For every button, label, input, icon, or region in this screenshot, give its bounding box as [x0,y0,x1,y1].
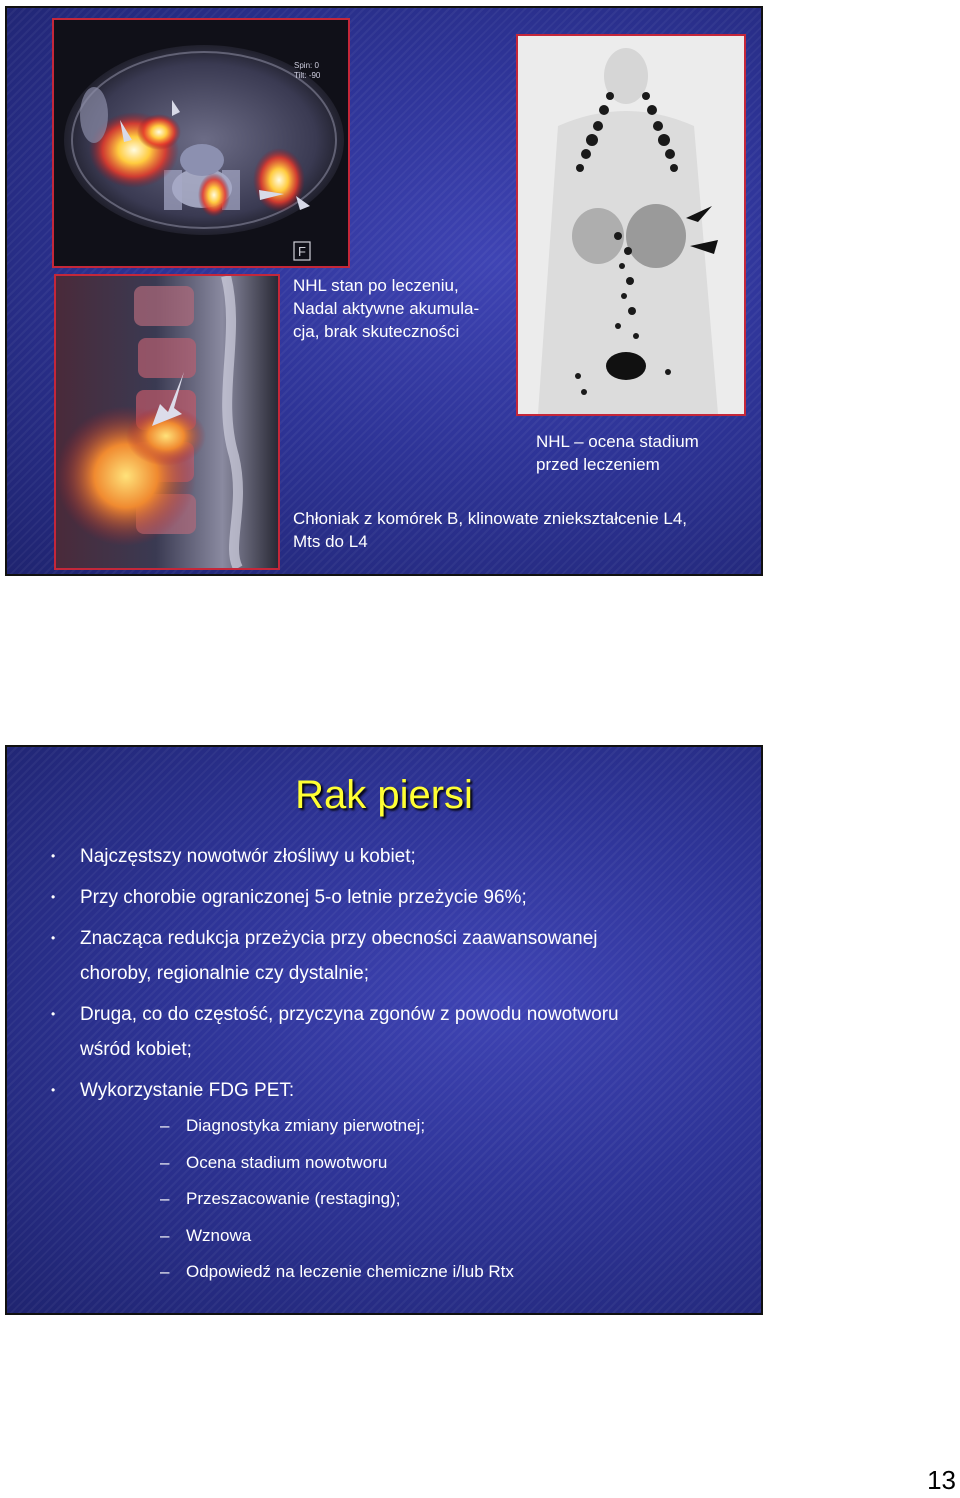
bullet-text: wśród kobiet; [80,1039,192,1060]
sub-bullet-marker: – [160,1152,170,1172]
scan-tilt-label: Tilt: -90 [294,71,321,80]
bullet-item [7,839,761,874]
bullet-text: Wykorzystanie FDG PET: [80,1080,295,1101]
sub-bullet-item [80,1254,761,1291]
bullet-text: Najczęstszy nowotwór złośliwy u kobiet; [80,846,416,867]
sub-bullet-marker: – [160,1225,170,1245]
sub-bullet-text: Odpowiedź na leczenie chemiczne i/lub Rtx [186,1262,514,1281]
scan-spin-label: Spin: 0 [294,61,319,70]
bullet-item [7,921,761,991]
bullet-text: choroby, regionalnie czy dystalnie; [80,963,370,984]
bullet-marker: • [51,849,56,863]
sub-bullet-item [80,1145,761,1182]
caption-line: Nadal aktywne akumula- [293,299,480,318]
bullet-marker: • [51,1083,56,1097]
sub-bullet-marker: – [160,1189,170,1208]
bullet-text: Przy chorobie ograniczonej 5-o letnie przeżycie 96%; [80,887,527,908]
sub-bullet-list [80,1108,761,1291]
sub-bullet-item [80,1218,761,1255]
bullet-marker: • [51,890,56,904]
bullet-marker: • [51,1007,56,1021]
page-number: 13 [927,1465,956,1495]
caption-line: cja, brak skuteczności [293,322,460,341]
bullet-text: Druga, co do częstość, przyczyna zgonów z powodu nowotworu [80,1004,619,1025]
bullet-text: Znacząca redukcja przeżycia przy obecności zaawansowanej [80,928,598,949]
bullet-list [7,839,761,1297]
bullet-marker: • [51,931,56,945]
slide-nhl-pet [5,6,763,576]
sub-bullet-text: Wznowa [186,1225,252,1245]
whole-body-mip-pet-image [516,34,746,416]
bullet-item [7,997,761,1067]
sub-bullet-text: Diagnostyka zmiany pierwotnej; [186,1116,426,1135]
sub-bullet-marker: – [160,1262,170,1281]
sub-bullet-item [80,1108,761,1145]
caption-nhl-before-treatment [536,430,699,476]
sub-bullet-marker: – [160,1116,170,1135]
sub-bullet-text: Przeszacowanie (restaging); [186,1189,401,1208]
axial-pet-ct-image [52,18,350,268]
sub-bullet-text: Ocena stadium nowotworu [186,1152,388,1172]
caption-line: NHL stan po leczeniu, [293,276,459,295]
sagittal-pet-ct-image [54,274,280,570]
caption-line: Mts do L4 [293,532,368,551]
caption-line: Chłoniak z komórek B, klinowate zniekształcenie L4, [293,509,688,528]
slide-breast-cancer [5,745,763,1315]
caption-b-cell-lymphoma [293,507,687,553]
caption-nhl-after-treatment [293,274,479,343]
slide-title: Rak piersi [295,773,473,817]
scan-orientation-marker: F [298,244,306,259]
bullet-item [7,1073,761,1291]
sub-bullet-item [80,1181,761,1218]
bullet-item [7,880,761,915]
caption-line: przed leczeniem [536,455,660,474]
caption-line: NHL – ocena stadium [536,432,699,451]
